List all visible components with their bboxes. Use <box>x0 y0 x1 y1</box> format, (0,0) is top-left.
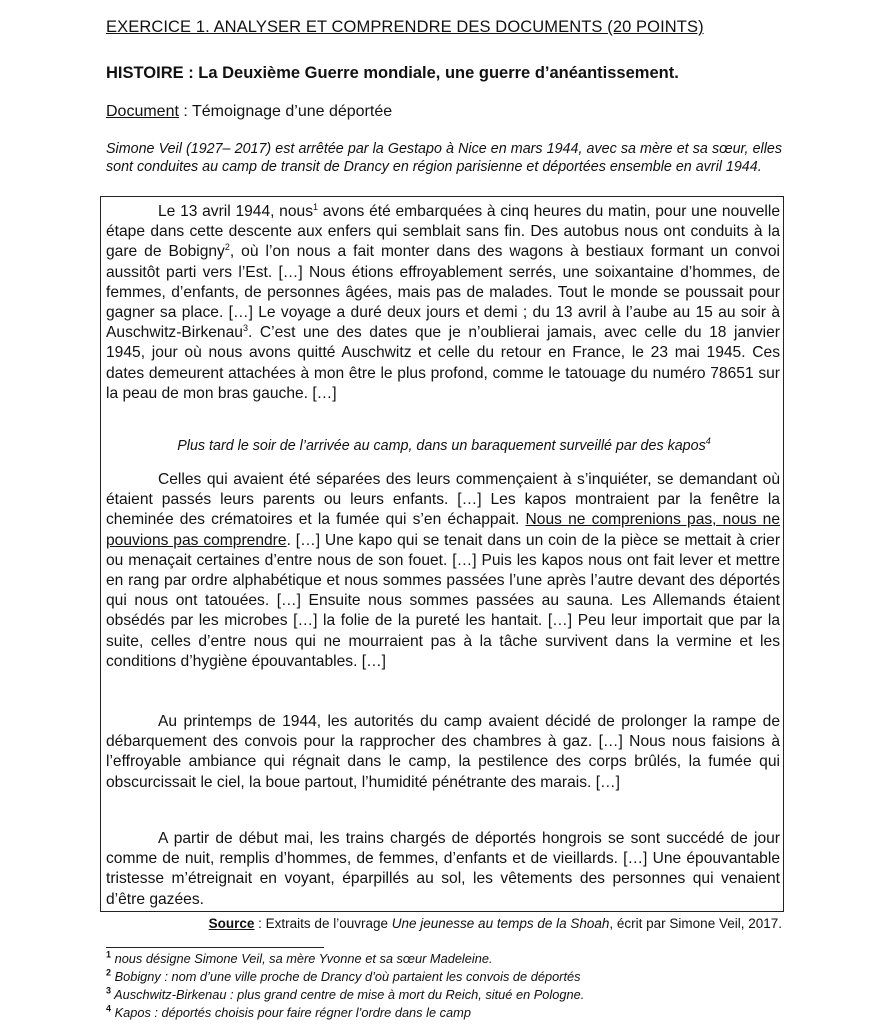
source-citation <box>106 916 782 931</box>
footnote-ref-4: 4 <box>705 436 711 447</box>
testimony-paragraph-4 <box>106 829 780 910</box>
p2-underlined-quote: Nous ne comprenions pas, nous ne pouvions pas comprendre <box>106 511 780 549</box>
footnote-text: Kapos : déportés choisis pour faire régner l’ordre dans le camp <box>111 1005 471 1020</box>
footnote-number: 3 <box>106 985 112 996</box>
document-title: : Témoignage d’une déportée <box>178 103 393 120</box>
p1-text-d: . C’est une des dates que je n’oublierai jamais, avec celle du 18 janvier 1945, jour où nous avons quitté Auschwitz et celle du retour en France, le 23 mai 1945. Ces dates demeurent attachées à mon être le plus profond, comme le tatouage du numéro 78651 sur la peau de mon bras gauche. […] <box>106 324 780 402</box>
p4-text: A partir de début mai, les trains chargés de déportés hongrois se sont succédé de jour comme de nuit, remplis d’hommes, de femmes, d’enfants et de vieillards. […] Une épouvantable tristesse m’étreignait en voyant, éparpillés au sol, les vêtements des personnes qui venaient d’être gazées. <box>106 830 780 908</box>
footnote-number: 1 <box>106 949 112 960</box>
p3-text: Au printemps de 1944, les autorités du camp avaient décidé de prolonger la rampe de débarquement des convois pour la rapprocher des chambres à gaz. […] Nous nous faisions à l’effroyable ambiance qui régnait dans le camp, la pestilence des corps brûlés, la fumée qui obscurcissait le ciel, la boue partout, l’humidité pénétrante des marais. […] <box>106 713 780 791</box>
testimony-paragraph-2 <box>106 470 780 672</box>
source-text-after: , écrit par Simone Veil, 2017. <box>609 916 782 931</box>
exercise-title: EXERCICE 1. ANALYSER ET COMPRENDRE DES DOCUMENTS (20 POINTS) <box>106 18 704 36</box>
footnote-3 <box>106 987 584 1002</box>
document-intro: Simone Veil (1927– 2017) est arrêtée par la Gestapo à Nice en mars 1944, avec sa mère et sa sœur, elles sont conduites au camp de transit de Drancy en région parisienne et déportées ensemble en avril 1944. <box>106 141 782 175</box>
footnote-4 <box>106 1005 471 1020</box>
footnote-ref-1: 1 <box>313 201 319 212</box>
footnote-2 <box>106 969 581 984</box>
testimony-paragraph-3 <box>106 712 780 793</box>
document-label: Document <box>106 103 179 120</box>
source-text-before: : Extraits de l’ouvrage <box>254 916 392 931</box>
footnote-text: Auschwitz-Birkenau : plus grand centre de mise à mort du Reich, situé en Pologne. <box>111 987 585 1002</box>
footnote-1 <box>106 951 493 966</box>
testimony-subheading <box>106 438 782 454</box>
testimony-paragraph-1 <box>106 202 780 404</box>
section-title: HISTOIRE : La Deuxième Guerre mondiale, une guerre d’anéantissement. <box>106 64 679 82</box>
document-heading <box>106 103 392 121</box>
footnote-number: 4 <box>106 1003 112 1014</box>
footnote-number: 2 <box>106 967 112 978</box>
p2-text-a: Celles qui avaient été séparées des leurs commençaient à s’inquiéter, se demandant où étaient passés leurs parents ou leurs enfants. […] Les kapos montraient par la fenêtre la cheminée des crématoires et la fumée qui s’en échappait. <box>106 471 780 529</box>
footnote-text: nous désigne Simone Veil, sa mère Yvonne et sa sœur Madeleine. <box>111 951 493 966</box>
subheading-text: Plus tard le soir de l’arrivée au camp, dans un baraquement surveillé par des kapos <box>177 438 706 454</box>
footnote-ref-2: 2 <box>224 242 230 253</box>
p1-text-a: Le 13 avril 1944, nous <box>158 203 313 220</box>
source-book-title: Une jeunesse au temps de la Shoah <box>391 916 610 931</box>
source-label: Source <box>208 916 255 931</box>
footnote-ref-3: 3 <box>242 323 248 334</box>
footnote-separator <box>106 947 324 948</box>
p1-text-b: avons été embarquées à cinq heures du matin, pour une nouvelle étape dans cette descente aux enfers qui semblait sans fin. Des autobus nous ont conduits à la gare de Bobigny <box>106 203 780 261</box>
p1-text-c: , où l’on nous a fait monter dans des wagons à bestiaux formant un convoi aussitôt parti vers l’Est. […] Nous étions effroyablement serrés, une soixantaine d’hommes, de femmes, d’enfants, de personnes âgées, mais pas de malades. Tout le monde se poussait pour gagner sa place. […] Le voyage a duré deux jours et demi ; du 13 avril à l’aube au 15 au soir à Auschwitz-Birkenau <box>106 243 780 342</box>
p2-text-b: . […] Une kapo qui se tenait dans un coin de la pièce se mettait à crier ou menaçait certaines d’entre nous de son fouet. […] Puis les kapos nous ont fait lever et mettre en rang par ordre alphabétique et nous sommes passées l’une après l’autre devant des déportés qui nous ont tatouées. […] Ensuite nous sommes passées au sauna. Les Allemands étaient obsédés par les microbes […] la folie de la pureté les hantait. […] Peu leur importait que par la suite, celles d’entre nous qui ne mourraient pas à la tâche survivent dans la vermine et les conditions d’hygiène épouvantables. […] <box>106 531 781 670</box>
footnote-text: Bobigny : nom d’une ville proche de Drancy d’où partaient les convois de déportés <box>111 969 581 984</box>
